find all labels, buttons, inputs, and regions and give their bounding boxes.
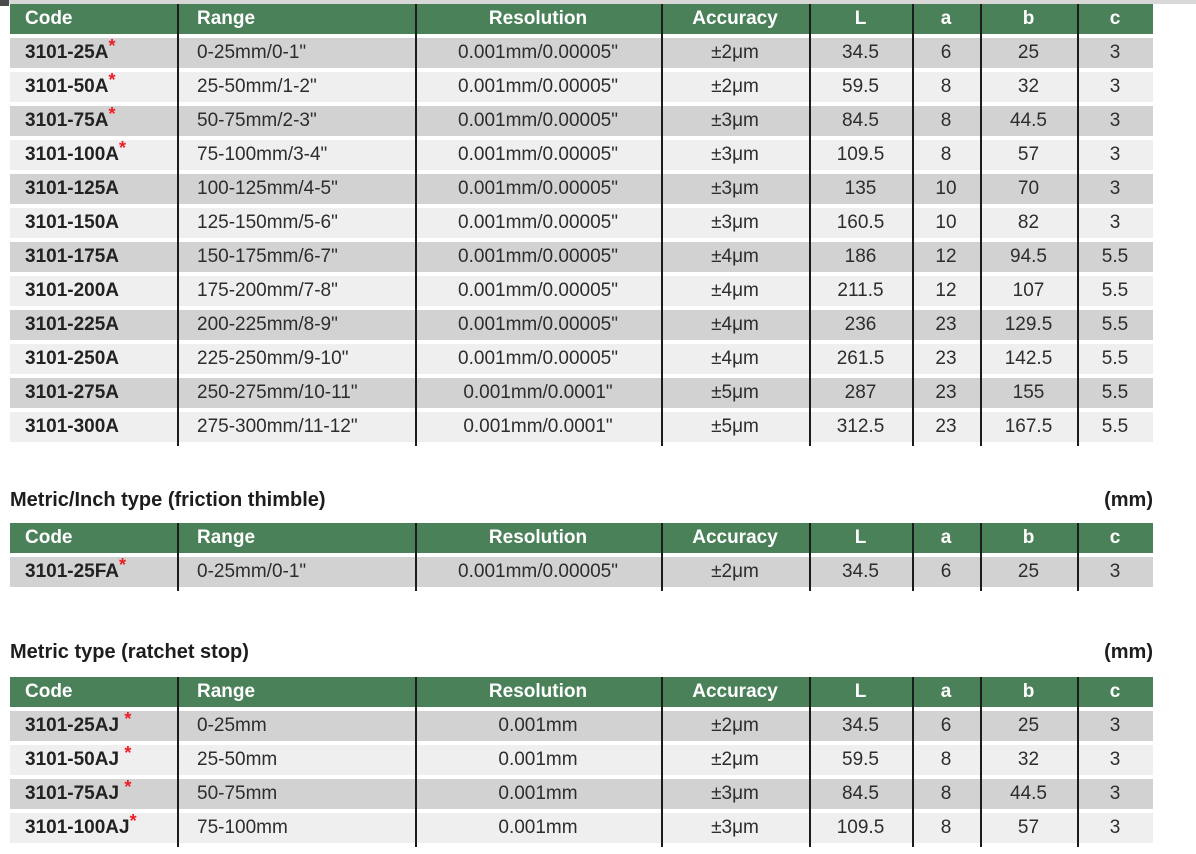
cell-accuracy: ±4μm (711, 280, 759, 301)
asterisk-marker: * (124, 779, 132, 797)
cell-range: 0-25mm/0-1" (197, 561, 307, 582)
asterisk-marker: * (119, 140, 127, 158)
header-cell-b: b (1022, 527, 1035, 548)
column-divider (661, 677, 663, 847)
cell-c: 5.5 (1101, 314, 1129, 335)
header-cell-c: c (1109, 8, 1121, 29)
asterisk-marker: * (124, 711, 132, 729)
cell-b: 44.5 (1010, 110, 1047, 131)
cell-code: 3101-300A (25, 416, 120, 437)
cell-resolution: 0.001mm/0.00005" (458, 561, 618, 582)
cell-code: 3101-125A (25, 178, 120, 199)
spec-table-friction-thimble (10, 523, 1153, 591)
cell-c: 3 (1109, 110, 1121, 131)
cell-code: 3101-225A (25, 314, 120, 335)
cell-l: 34.5 (842, 715, 879, 736)
column-divider (980, 4, 982, 446)
header-cell-range: Range (197, 8, 256, 29)
cell-code: 3101-200A (25, 280, 120, 301)
cell-l: 59.5 (842, 76, 879, 97)
cell-accuracy: ±2μm (711, 76, 759, 97)
header-cell-accuracy: Accuracy (692, 8, 778, 29)
cell-range: 0-25mm/0-1" (197, 42, 307, 63)
unit-label: (mm) (1104, 641, 1153, 663)
header-cell-resolution: Resolution (488, 8, 588, 29)
cell-accuracy: ±3μm (711, 110, 759, 131)
cell-range: 175-200mm/7-8" (197, 280, 338, 301)
cell-b: 94.5 (1010, 246, 1047, 267)
cell-c: 5.5 (1101, 382, 1129, 403)
cell-code: 3101-175A (25, 246, 120, 267)
cell-accuracy: ±3μm (711, 144, 759, 165)
cell-range: 100-125mm/4-5" (197, 178, 338, 199)
column-divider (415, 677, 417, 847)
cell-code: 3101-275A (25, 382, 120, 403)
cell-l: 34.5 (842, 42, 879, 63)
cell-resolution: 0.001mm (498, 817, 578, 838)
cell-b: 82 (1017, 212, 1040, 233)
column-divider (809, 523, 811, 591)
column-divider (980, 523, 982, 591)
cell-b: 32 (1017, 76, 1040, 97)
cell-range: 125-150mm/5-6" (197, 212, 338, 233)
column-divider (809, 4, 811, 446)
section-heading-ratchet-stop (10, 640, 1153, 664)
column-divider (177, 523, 179, 591)
cell-accuracy: ±2μm (711, 42, 759, 63)
cell-b: 57 (1017, 144, 1040, 165)
asterisk-marker: * (108, 72, 116, 90)
cell-code: 3101-250A (25, 348, 120, 369)
unit-label: (mm) (1104, 489, 1153, 511)
cell-c: 3 (1109, 561, 1121, 582)
column-divider (415, 4, 417, 446)
header-cell-b: b (1022, 8, 1035, 29)
cell-b: 129.5 (1004, 314, 1053, 335)
header-cell-l: L (854, 8, 867, 29)
spec-table-ratchet-stop (10, 677, 1153, 847)
cell-accuracy: ±5μm (711, 382, 759, 403)
column-divider (912, 523, 914, 591)
cell-code: 3101-50AJ * (25, 745, 132, 770)
cell-b: 25 (1017, 561, 1040, 582)
cell-resolution: 0.001mm/0.00005" (458, 246, 618, 267)
cell-accuracy: ±4μm (711, 348, 759, 369)
header-cell-a: a (940, 8, 952, 29)
cell-l: 59.5 (842, 749, 879, 770)
header-cell-c: c (1109, 527, 1121, 548)
cell-b: 167.5 (1004, 416, 1053, 437)
column-divider (661, 4, 663, 446)
spec-table-metric-inch-ratchet (10, 4, 1153, 446)
cell-range: 250-275mm/10-11" (197, 382, 358, 403)
cell-range: 50-75mm (197, 783, 278, 804)
cell-l: 287 (844, 382, 877, 403)
cell-l: 312.5 (836, 416, 885, 437)
cell-b: 44.5 (1010, 783, 1047, 804)
cell-range: 200-225mm/8-9" (197, 314, 338, 335)
cell-accuracy: ±4μm (711, 314, 759, 335)
cell-a: 10 (935, 212, 957, 233)
cell-resolution: 0.001mm/0.00005" (458, 144, 618, 165)
cell-l: 135 (844, 178, 877, 199)
cell-range: 25-50mm (197, 749, 278, 770)
header-cell-resolution: Resolution (488, 681, 588, 702)
cell-c: 5.5 (1101, 416, 1129, 437)
header-cell-a: a (940, 527, 952, 548)
column-divider (912, 4, 914, 446)
cell-a: 6 (940, 561, 952, 582)
header-cell-code: Code (25, 8, 73, 29)
column-divider (1077, 677, 1079, 847)
cell-resolution: 0.001mm/0.00005" (458, 178, 618, 199)
cell-c: 3 (1109, 783, 1121, 804)
cell-l: 261.5 (836, 348, 885, 369)
header-cell-accuracy: Accuracy (692, 527, 778, 548)
cell-l: 236 (844, 314, 877, 335)
cell-l: 84.5 (842, 110, 879, 131)
cell-c: 5.5 (1101, 348, 1129, 369)
cell-code: 3101-75A* (25, 106, 116, 131)
cell-range: 275-300mm/11-12" (197, 416, 358, 437)
header-cell-range: Range (197, 681, 256, 702)
cell-range: 25-50mm/1-2" (197, 76, 317, 97)
cell-a: 8 (940, 783, 952, 804)
cell-resolution: 0.001mm/0.0001" (463, 416, 613, 437)
section-heading-friction-thimble (10, 488, 1153, 512)
column-divider (661, 523, 663, 591)
cell-b: 57 (1017, 817, 1040, 838)
header-cell-b: b (1022, 681, 1035, 702)
cell-l: 186 (844, 246, 877, 267)
cell-l: 211.5 (837, 280, 884, 301)
header-cell-l: L (854, 681, 867, 702)
cell-a: 6 (940, 715, 952, 736)
column-divider (809, 677, 811, 847)
cell-accuracy: ±3μm (711, 212, 759, 233)
cell-l: 84.5 (842, 783, 879, 804)
cell-c: 3 (1109, 749, 1121, 770)
cell-accuracy: ±2μm (711, 561, 759, 582)
header-cell-code: Code (25, 681, 73, 702)
header-cell-c: c (1109, 681, 1121, 702)
header-cell-l: L (854, 527, 867, 548)
cell-code: 3101-25A* (25, 38, 116, 63)
cell-l: 109.5 (836, 817, 885, 838)
cell-accuracy: ±5μm (711, 416, 759, 437)
cell-l: 109.5 (836, 144, 885, 165)
cell-a: 10 (935, 178, 957, 199)
cell-c: 3 (1109, 715, 1121, 736)
cell-code: 3101-100A* (25, 140, 127, 165)
cell-accuracy: ±2μm (711, 749, 759, 770)
cell-resolution: 0.001mm/0.00005" (458, 42, 618, 63)
cell-a: 23 (935, 416, 957, 437)
cell-resolution: 0.001mm/0.00005" (458, 212, 618, 233)
cell-resolution: 0.001mm/0.0001" (463, 382, 613, 403)
cell-resolution: 0.001mm/0.00005" (458, 280, 618, 301)
cell-resolution: 0.001mm (498, 749, 578, 770)
cell-code: 3101-150A (25, 212, 120, 233)
cell-resolution: 0.001mm (498, 783, 578, 804)
cell-c: 3 (1109, 817, 1121, 838)
cell-resolution: 0.001mm/0.00005" (458, 348, 618, 369)
cell-a: 8 (940, 817, 952, 838)
cell-b: 142.5 (1004, 348, 1053, 369)
cell-range: 225-250mm/9-10" (197, 348, 349, 369)
cell-c: 3 (1109, 178, 1121, 199)
header-cell-accuracy: Accuracy (692, 681, 778, 702)
cell-range: 150-175mm/6-7" (197, 246, 338, 267)
column-divider (177, 4, 179, 446)
cell-code: 3101-100AJ* (25, 813, 137, 838)
cell-c: 3 (1109, 144, 1121, 165)
cell-l: 34.5 (842, 561, 879, 582)
cell-c: 3 (1109, 212, 1121, 233)
cell-code: 3101-75AJ * (25, 779, 132, 804)
cell-c: 5.5 (1101, 246, 1129, 267)
asterisk-marker: * (124, 745, 132, 763)
column-divider (1077, 523, 1079, 591)
cell-a: 12 (935, 280, 957, 301)
cell-a: 12 (935, 246, 957, 267)
cell-accuracy: ±2μm (711, 715, 759, 736)
header-cell-a: a (940, 681, 952, 702)
cell-a: 23 (935, 348, 957, 369)
cell-accuracy: ±3μm (711, 178, 759, 199)
cell-a: 23 (935, 382, 957, 403)
asterisk-marker: * (108, 38, 116, 56)
column-divider (1077, 4, 1079, 446)
cell-c: 3 (1109, 76, 1121, 97)
cell-a: 8 (940, 110, 952, 131)
column-divider (415, 523, 417, 591)
asterisk-marker: * (108, 106, 116, 124)
asterisk-marker: * (119, 557, 127, 575)
cell-resolution: 0.001mm/0.00005" (458, 314, 618, 335)
cell-code: 3101-50A* (25, 72, 116, 97)
cell-b: 155 (1012, 382, 1045, 403)
cell-accuracy: ±3μm (711, 817, 759, 838)
cell-resolution: 0.001mm/0.00005" (458, 76, 618, 97)
cell-resolution: 0.001mm (498, 715, 578, 736)
cell-accuracy: ±4μm (711, 246, 759, 267)
column-divider (177, 677, 179, 847)
top-left-corner-fragment (0, 0, 9, 6)
header-cell-code: Code (25, 527, 73, 548)
section-title: Metric/Inch type (friction thimble) (10, 489, 326, 511)
cell-c: 3 (1109, 42, 1121, 63)
cell-a: 6 (940, 42, 952, 63)
cell-accuracy: ±3μm (711, 783, 759, 804)
cell-b: 70 (1017, 178, 1040, 199)
cell-a: 8 (940, 749, 952, 770)
asterisk-marker: * (129, 813, 137, 831)
cell-c: 5.5 (1101, 280, 1129, 301)
cell-b: 25 (1017, 715, 1040, 736)
cell-b: 25 (1017, 42, 1040, 63)
cell-code: 3101-25FA* (25, 557, 127, 582)
cell-range: 50-75mm/2-3" (197, 110, 317, 131)
cell-range: 0-25mm (197, 715, 267, 736)
cell-resolution: 0.001mm/0.00005" (458, 110, 618, 131)
cell-l: 160.5 (836, 212, 885, 233)
header-cell-range: Range (197, 527, 256, 548)
cell-a: 23 (935, 314, 957, 335)
cell-range: 75-100mm (197, 817, 288, 838)
header-cell-resolution: Resolution (488, 527, 588, 548)
cell-a: 8 (940, 144, 952, 165)
cell-b: 32 (1017, 749, 1040, 770)
column-divider (980, 677, 982, 847)
cell-b: 107 (1012, 280, 1045, 301)
cell-code: 3101-25AJ * (25, 711, 132, 736)
cell-a: 8 (940, 76, 952, 97)
section-title: Metric type (ratchet stop) (10, 641, 249, 663)
cell-range: 75-100mm/3-4" (197, 144, 328, 165)
column-divider (912, 677, 914, 847)
